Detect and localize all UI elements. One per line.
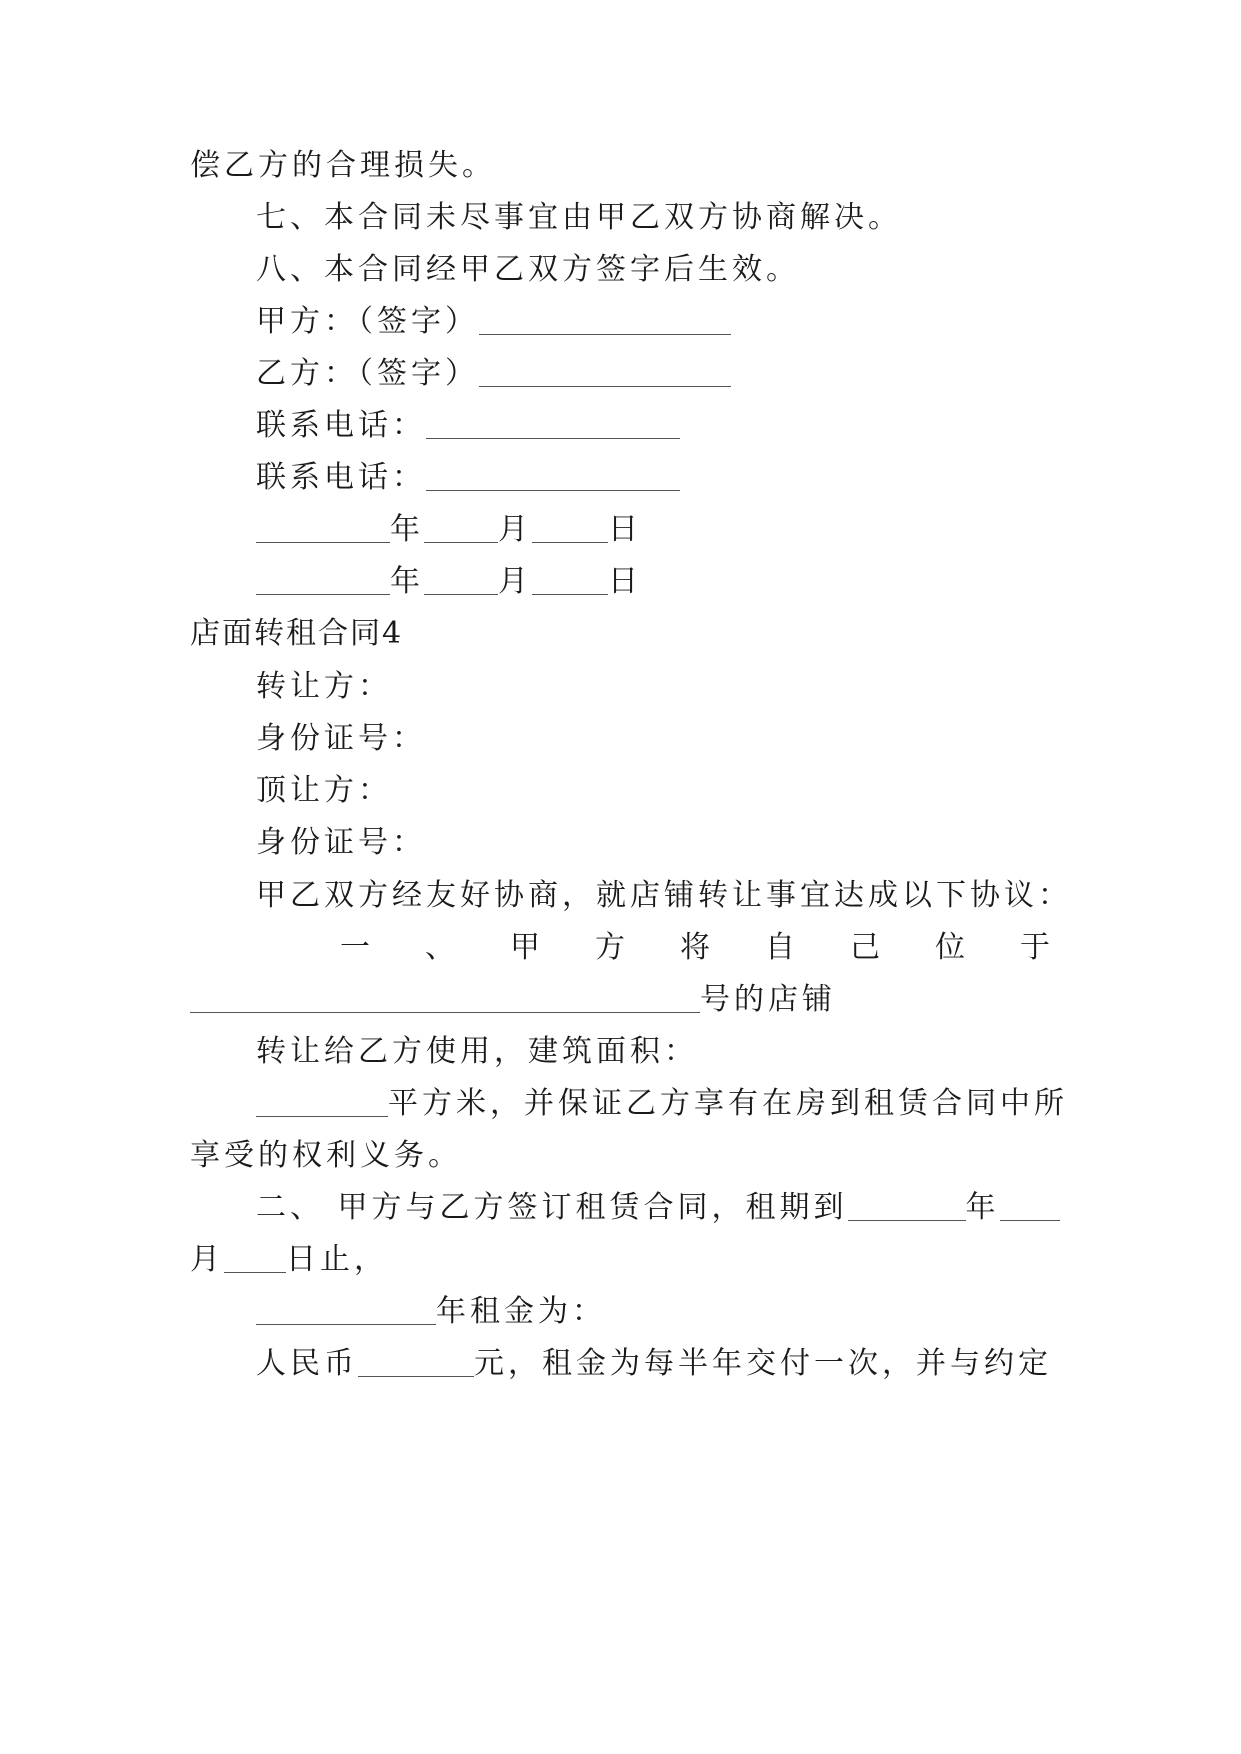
blank-line	[1000, 1190, 1060, 1221]
area-text: 平方米，并保证乙方享有在房到租赁合同中所	[388, 1086, 1068, 1121]
date-line-b	[256, 562, 1116, 602]
blank-line	[532, 512, 608, 543]
phone-a	[256, 406, 1116, 446]
blank-line	[424, 564, 498, 595]
party-b-label: 乙方：（签字）	[256, 356, 479, 391]
blank-line	[224, 1242, 286, 1273]
spread-char: 将	[680, 930, 710, 965]
blank-line	[256, 1086, 388, 1117]
rights-line: 享受的权利义务。	[190, 1138, 462, 1173]
transferor-id-label: 身份证号：	[256, 721, 426, 756]
shop-label: 号的店铺	[700, 982, 836, 1017]
blank-line	[256, 564, 390, 595]
section-title: 店面转租合同4	[190, 616, 404, 651]
blank-line	[358, 1346, 474, 1377]
currency-label: 人民币	[256, 1346, 358, 1381]
shop-address-line	[190, 980, 1050, 1020]
clause-eight: 八、本合同经甲乙双方签字后生效。	[256, 252, 800, 287]
spread-char: 自	[765, 930, 795, 965]
month-label: 月	[498, 564, 532, 599]
blank-line	[532, 564, 608, 595]
party-a-signature	[256, 302, 1116, 342]
clause-two	[256, 1188, 1116, 1228]
transferor-label: 转让方：	[256, 669, 392, 704]
spread-char: 方	[595, 930, 625, 965]
area-line	[256, 1084, 1116, 1124]
month-label: 月	[498, 512, 532, 547]
blank-line	[426, 460, 680, 491]
spread-char: 、	[425, 930, 455, 965]
clause-seven: 七、本合同未尽事宜由甲乙双方协商解决。	[256, 200, 902, 235]
rent-terms-text: 元，租金为每半年交付一次，并与约定	[474, 1346, 1052, 1381]
year-label: 年	[965, 1190, 1000, 1225]
party-b-signature	[256, 354, 1116, 394]
annual-rent-label: 年租金为：	[436, 1294, 606, 1329]
blank-line	[426, 408, 680, 439]
spread-char: 甲	[510, 930, 540, 965]
term-end-line	[190, 1240, 1050, 1280]
transferee-label: 顶让方：	[256, 773, 392, 808]
blank-line	[479, 356, 731, 387]
date-line-a	[256, 510, 1116, 550]
party-a-label: 甲方：（签字）	[256, 304, 479, 339]
year-label: 年	[390, 564, 424, 599]
blank-line	[424, 512, 498, 543]
text-line: 偿乙方的合理损失。	[190, 148, 496, 183]
annual-rent-line	[256, 1292, 1116, 1332]
spread-char: 己	[850, 930, 880, 965]
month-label: 月	[190, 1242, 224, 1277]
spread-char: 一	[340, 930, 370, 965]
rent-amount-line	[256, 1344, 1116, 1384]
transferee-id-label: 身份证号：	[256, 825, 426, 860]
year-label: 年	[390, 512, 424, 547]
agreement-intro: 甲乙双方经友好协商，就店铺转让事宜达成以下协议：	[256, 878, 1072, 913]
area-intro: 转让给乙方使用，建筑面积：	[256, 1034, 698, 1069]
spread-char: 位	[935, 930, 965, 965]
day-label: 日	[608, 564, 642, 599]
clause-two-text: 二、 甲方与乙方签订租赁合同，租期到	[256, 1190, 848, 1225]
clause-one-spread	[340, 928, 1050, 968]
blank-line	[848, 1190, 966, 1221]
day-stop-label: 日止，	[286, 1242, 388, 1277]
blank-line	[190, 982, 700, 1013]
day-label: 日	[608, 512, 642, 547]
spread-char: 于	[1020, 930, 1050, 965]
blank-line	[256, 1294, 436, 1325]
phone-label: 联系电话：	[256, 460, 426, 495]
blank-line	[479, 304, 731, 335]
phone-label: 联系电话：	[256, 408, 426, 443]
blank-line	[256, 512, 390, 543]
phone-b	[256, 458, 1116, 498]
